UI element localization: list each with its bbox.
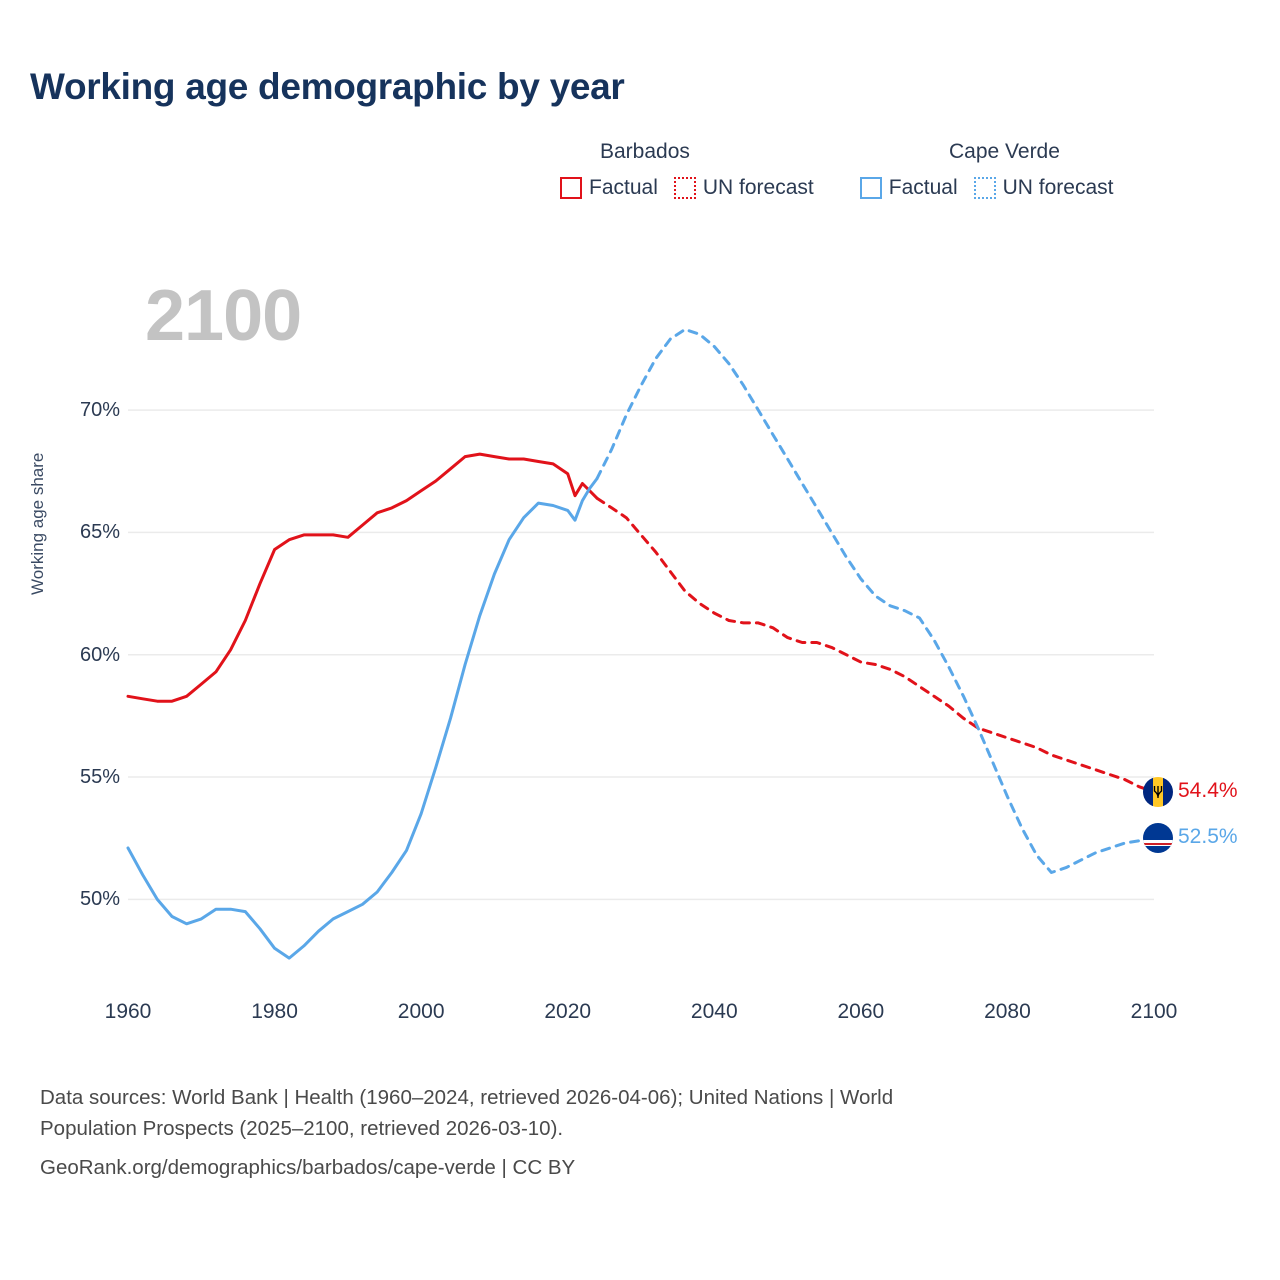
footer-sources-line-2: Population Prospects (2025–2100, retrieved 2026-03-10). — [40, 1117, 564, 1140]
y-axis-title: Working age share — [28, 452, 47, 595]
series-line — [597, 498, 1154, 792]
endpoint-label-barbados: 54.4% — [1178, 778, 1238, 802]
flag-cape-verde-icon — [1143, 823, 1173, 853]
x-tick-label: 2040 — [690, 1000, 738, 1023]
footer-attribution[interactable]: GeoRank.org/demographics/barbados/cape-verde | CC BY — [40, 1156, 576, 1179]
legend-label-cape-verde-forecast: UN forecast — [1002, 176, 1114, 199]
legend-label-barbados-forecast: UN forecast — [702, 176, 814, 199]
legend-item-barbados-forecast[interactable] — [674, 176, 814, 200]
y-tick-label: 60% — [79, 643, 120, 666]
y-tick-label: 55% — [79, 766, 120, 789]
legend-item-cape-verde-factual[interactable] — [860, 176, 958, 200]
series-line — [128, 479, 597, 958]
x-tick-label: 1980 — [251, 1000, 298, 1023]
plot-area — [0, 255, 1280, 1045]
legend-swatch-dotted-blue-icon — [974, 177, 996, 199]
x-tick-label: 2080 — [984, 1000, 1031, 1023]
x-tick-label: 2100 — [1130, 1000, 1178, 1023]
legend-country-cape-verde: Cape Verde — [949, 140, 1060, 163]
y-tick-label: 65% — [79, 521, 120, 544]
x-tick-label: 2060 — [837, 1000, 885, 1023]
series-line — [597, 329, 1154, 872]
chart-legend — [560, 140, 1260, 200]
big-year-watermark: 2100 — [145, 276, 302, 356]
legend-label-barbados-factual: Factual — [589, 176, 658, 199]
series-line — [128, 454, 597, 701]
legend-label-cape-verde-factual: Factual — [888, 176, 958, 199]
endpoint-label-cape-verde: 52.5% — [1178, 825, 1238, 849]
x-tick-label: 1960 — [104, 1000, 152, 1023]
legend-swatch-solid-blue-icon — [860, 177, 882, 199]
legend-swatch-dotted-red-icon — [674, 177, 696, 199]
y-tick-label: 70% — [79, 399, 120, 422]
series-paths — [128, 329, 1154, 958]
x-tick-label: 2000 — [397, 1000, 445, 1023]
legend-item-cape-verde-forecast[interactable] — [974, 176, 1114, 200]
chart-svg — [0, 255, 1280, 1045]
footer — [40, 1082, 1230, 1183]
legend-country-barbados: Barbados — [600, 140, 690, 163]
legend-items — [560, 176, 1260, 200]
footer-sources-line-1: Data sources: World Bank | Health (1960–2024, retrieved 2026-04-06); United Nations | World — [40, 1086, 894, 1109]
legend-item-barbados-factual[interactable] — [560, 176, 658, 200]
x-tick-label: 2020 — [544, 1000, 592, 1023]
legend-swatch-solid-red-icon — [560, 177, 582, 199]
page-title: Working age demographic by year — [30, 66, 625, 107]
gridlines — [128, 410, 1154, 899]
legend-country-titles — [560, 140, 1260, 164]
y-tick-label: 50% — [79, 888, 120, 911]
flag-barbados-icon — [1143, 777, 1173, 807]
